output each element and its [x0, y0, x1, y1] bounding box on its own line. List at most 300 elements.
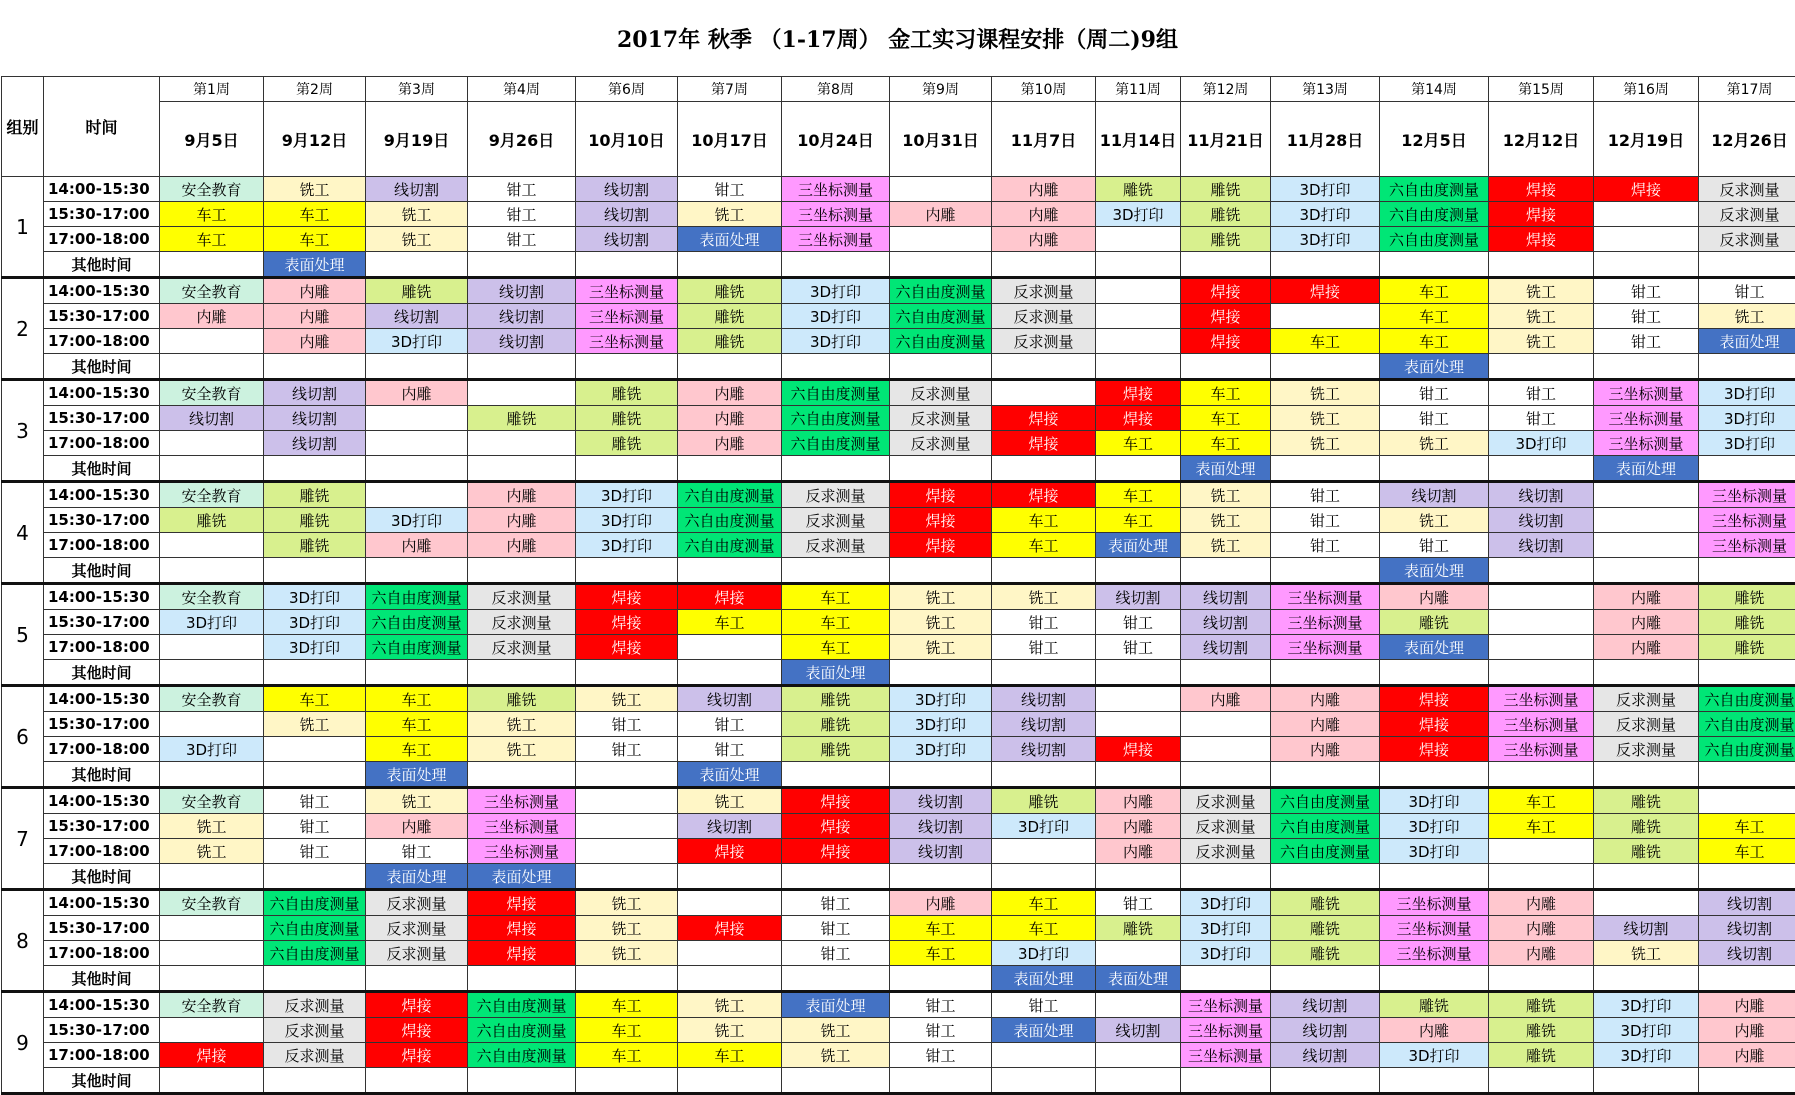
schedule-cell: 车工 — [264, 227, 366, 252]
schedule-cell: 铣工 — [1489, 304, 1594, 329]
schedule-cell — [1699, 966, 1795, 992]
schedule-cell: 内雕 — [1594, 610, 1699, 635]
schedule-cell: 雕铣 — [366, 278, 468, 304]
schedule-cell: 表面处理 — [992, 966, 1096, 992]
schedule-cell — [1699, 762, 1795, 788]
schedule-cell: 焊接 — [576, 584, 678, 610]
schedule-cell: 线切割 — [1489, 533, 1594, 558]
schedule-cell: 车工 — [1489, 788, 1594, 814]
schedule-cell: 雕铣 — [782, 686, 890, 712]
week-header: 第4周 — [468, 77, 576, 102]
week-header: 第13周 — [1271, 77, 1380, 102]
time-slot-label: 15:30-17:00 — [44, 916, 160, 941]
schedule-cell: 反求测量 — [1181, 788, 1271, 814]
schedule-cell: 3D打印 — [1380, 814, 1489, 839]
schedule-cell: 铣工 — [678, 992, 782, 1018]
schedule-cell: 三坐标测量 — [1271, 610, 1380, 635]
schedule-cell: 钳工 — [1489, 380, 1594, 406]
week-header: 第12周 — [1181, 77, 1271, 102]
schedule-cell — [1096, 712, 1181, 737]
schedule-cell: 表面处理 — [468, 864, 576, 890]
date-header: 9月5日 — [160, 102, 264, 177]
schedule-cell — [1181, 762, 1271, 788]
schedule-cell: 焊接 — [1181, 304, 1271, 329]
schedule-cell: 反求测量 — [264, 1018, 366, 1043]
schedule-cell — [1699, 354, 1795, 380]
schedule-cell: 铣工 — [264, 177, 366, 202]
time-slot-label: 其他时间 — [44, 558, 160, 584]
schedule-cell: 线切割 — [366, 177, 468, 202]
time-slot-label: 其他时间 — [44, 660, 160, 686]
schedule-cell: 车工 — [992, 916, 1096, 941]
schedule-cell: 内雕 — [1271, 737, 1380, 762]
table-row — [2, 712, 1795, 737]
schedule-cell — [160, 635, 264, 660]
schedule-cell: 雕铣 — [576, 431, 678, 456]
schedule-cell — [1489, 864, 1594, 890]
schedule-cell: 铣工 — [160, 839, 264, 864]
schedule-cell — [782, 252, 890, 278]
schedule-cell — [678, 966, 782, 992]
schedule-cell: 钳工 — [992, 610, 1096, 635]
schedule-cell: 三坐标测量 — [468, 839, 576, 864]
schedule-cell: 焊接 — [890, 508, 992, 533]
schedule-cell — [366, 431, 468, 456]
table-row — [2, 1043, 1795, 1068]
schedule-cell: 焊接 — [1489, 202, 1594, 227]
week-header: 第2周 — [264, 77, 366, 102]
table-row — [2, 660, 1795, 686]
table-row — [2, 533, 1795, 558]
schedule-cell — [160, 354, 264, 380]
schedule-cell — [890, 177, 992, 202]
date-header: 12月19日 — [1594, 102, 1699, 177]
schedule-cell: 车工 — [890, 941, 992, 966]
schedule-cell — [992, 456, 1096, 482]
schedule-cell — [782, 966, 890, 992]
schedule-cell — [576, 839, 678, 864]
schedule-cell: 铣工 — [366, 202, 468, 227]
schedule-cell: 车工 — [1699, 839, 1795, 864]
schedule-cell — [1380, 456, 1489, 482]
schedule-cell: 六自由度测量 — [1380, 177, 1489, 202]
schedule-cell: 雕铣 — [678, 329, 782, 354]
schedule-cell: 车工 — [366, 712, 468, 737]
schedule-cell — [1594, 890, 1699, 916]
schedule-cell: 焊接 — [1181, 329, 1271, 354]
schedule-cell — [1699, 456, 1795, 482]
time-slot-label: 17:00-18:00 — [44, 329, 160, 354]
schedule-cell: 车工 — [782, 610, 890, 635]
schedule-cell: 三坐标测量 — [1699, 508, 1795, 533]
schedule-cell — [1096, 329, 1181, 354]
schedule-cell: 雕铣 — [782, 712, 890, 737]
schedule-cell — [366, 456, 468, 482]
time-slot-label: 15:30-17:00 — [44, 712, 160, 737]
schedule-cell: 反求测量 — [1594, 686, 1699, 712]
schedule-cell: 焊接 — [1181, 278, 1271, 304]
time-slot-label: 17:00-18:00 — [44, 431, 160, 456]
schedule-cell — [1096, 456, 1181, 482]
schedule-cell: 内雕 — [1181, 686, 1271, 712]
schedule-cell — [1271, 762, 1380, 788]
schedule-cell: 内雕 — [1699, 992, 1795, 1018]
schedule-cell: 钳工 — [1380, 533, 1489, 558]
schedule-cell — [1380, 660, 1489, 686]
schedule-cell: 3D打印 — [264, 635, 366, 660]
schedule-cell — [576, 252, 678, 278]
schedule-cell: 表面处理 — [1699, 329, 1795, 354]
schedule-cell: 安全教育 — [160, 992, 264, 1018]
group-number: 9 — [2, 992, 44, 1094]
time-slot-label: 15:30-17:00 — [44, 814, 160, 839]
schedule-cell — [576, 966, 678, 992]
schedule-cell: 车工 — [576, 992, 678, 1018]
table-row — [2, 456, 1795, 482]
schedule-cell: 线切割 — [678, 686, 782, 712]
schedule-cell: 三坐标测量 — [1489, 686, 1594, 712]
schedule-cell — [678, 354, 782, 380]
schedule-cell — [678, 660, 782, 686]
date-header: 11月7日 — [992, 102, 1096, 177]
schedule-cell: 焊接 — [468, 916, 576, 941]
schedule-cell — [366, 660, 468, 686]
schedule-cell: 表面处理 — [782, 992, 890, 1018]
schedule-cell: 铣工 — [1181, 482, 1271, 508]
schedule-cell: 内雕 — [678, 431, 782, 456]
schedule-cell — [1096, 941, 1181, 966]
schedule-cell: 六自由度测量 — [890, 304, 992, 329]
schedule-cell: 雕铣 — [1699, 610, 1795, 635]
date-header: 9月19日 — [366, 102, 468, 177]
schedule-cell: 雕铣 — [264, 482, 366, 508]
schedule-cell — [576, 1068, 678, 1094]
schedule-cell — [1096, 278, 1181, 304]
date-header: 10月24日 — [782, 102, 890, 177]
schedule-cell: 铣工 — [782, 1018, 890, 1043]
schedule-cell: 六自由度测量 — [678, 533, 782, 558]
schedule-cell: 内雕 — [1594, 584, 1699, 610]
schedule-cell — [782, 762, 890, 788]
schedule-cell — [366, 482, 468, 508]
week-header: 第10周 — [992, 77, 1096, 102]
schedule-cell: 雕铣 — [1181, 202, 1271, 227]
schedule-cell: 3D打印 — [1699, 406, 1795, 431]
schedule-cell: 内雕 — [160, 304, 264, 329]
schedule-cell — [1096, 354, 1181, 380]
schedule-cell: 内雕 — [1271, 686, 1380, 712]
schedule-cell: 3D打印 — [1181, 890, 1271, 916]
schedule-cell: 钳工 — [678, 177, 782, 202]
schedule-cell — [264, 737, 366, 762]
schedule-cell: 3D打印 — [782, 329, 890, 354]
schedule-cell — [890, 660, 992, 686]
schedule-cell: 线切割 — [890, 788, 992, 814]
schedule-cell — [1594, 227, 1699, 252]
schedule-cell — [890, 966, 992, 992]
schedule-cell: 焊接 — [1380, 686, 1489, 712]
date-header: 12月12日 — [1489, 102, 1594, 177]
schedule-cell — [160, 864, 264, 890]
schedule-cell: 表面处理 — [1181, 456, 1271, 482]
schedule-cell: 钳工 — [1489, 406, 1594, 431]
time-slot-label: 14:00-15:30 — [44, 380, 160, 406]
schedule-cell — [1594, 533, 1699, 558]
time-slot-label: 14:00-15:30 — [44, 278, 160, 304]
schedule-cell — [678, 1068, 782, 1094]
schedule-cell — [1271, 864, 1380, 890]
schedule-cell — [1380, 762, 1489, 788]
schedule-cell: 铣工 — [1181, 533, 1271, 558]
schedule-cell: 3D打印 — [576, 533, 678, 558]
schedule-cell: 三坐标测量 — [1594, 431, 1699, 456]
schedule-cell: 反求测量 — [782, 508, 890, 533]
schedule-cell: 三坐标测量 — [1271, 584, 1380, 610]
schedule-cell — [1096, 227, 1181, 252]
schedule-cell — [1489, 558, 1594, 584]
schedule-cell: 车工 — [1181, 431, 1271, 456]
schedule-cell: 雕铣 — [264, 533, 366, 558]
schedule-cell: 车工 — [1380, 304, 1489, 329]
schedule-cell: 三坐标测量 — [576, 278, 678, 304]
schedule-cell — [1699, 660, 1795, 686]
schedule-cell: 焊接 — [678, 916, 782, 941]
schedule-cell — [992, 1043, 1096, 1068]
schedule-cell: 线切割 — [1380, 482, 1489, 508]
schedule-cell: 铣工 — [1181, 508, 1271, 533]
time-slot-label: 17:00-18:00 — [44, 635, 160, 660]
schedule-cell: 线切割 — [1699, 941, 1795, 966]
schedule-cell: 雕铣 — [678, 278, 782, 304]
schedule-cell: 车工 — [1181, 406, 1271, 431]
schedule-cell: 内雕 — [992, 177, 1096, 202]
schedule-cell: 内雕 — [468, 482, 576, 508]
schedule-cell: 反求测量 — [782, 533, 890, 558]
schedule-cell: 车工 — [264, 202, 366, 227]
schedule-cell — [1594, 202, 1699, 227]
schedule-cell: 钳工 — [1096, 635, 1181, 660]
schedule-cell: 雕铣 — [1271, 941, 1380, 966]
group-number: 2 — [2, 278, 44, 380]
time-slot-label: 其他时间 — [44, 762, 160, 788]
schedule-cell: 六自由度测量 — [366, 635, 468, 660]
schedule-cell — [160, 966, 264, 992]
schedule-cell: 三坐标测量 — [1181, 1043, 1271, 1068]
schedule-cell: 焊接 — [1380, 737, 1489, 762]
schedule-cell: 三坐标测量 — [1181, 992, 1271, 1018]
schedule-cell: 3D打印 — [160, 610, 264, 635]
schedule-cell — [992, 380, 1096, 406]
schedule-cell: 钳工 — [678, 737, 782, 762]
schedule-cell: 安全教育 — [160, 890, 264, 916]
schedule-cell: 钳工 — [366, 839, 468, 864]
schedule-cell: 表面处理 — [992, 1018, 1096, 1043]
schedule-cell: 内雕 — [1380, 1018, 1489, 1043]
schedule-cell: 内雕 — [1489, 916, 1594, 941]
schedule-cell — [576, 864, 678, 890]
schedule-cell — [1594, 508, 1699, 533]
schedule-cell — [160, 1068, 264, 1094]
table-row — [2, 304, 1795, 329]
schedule-cell: 车工 — [1096, 431, 1181, 456]
schedule-cell: 车工 — [1380, 329, 1489, 354]
schedule-cell: 雕铣 — [1380, 992, 1489, 1018]
schedule-cell: 三坐标测量 — [1380, 916, 1489, 941]
schedule-cell: 线切割 — [992, 712, 1096, 737]
schedule-cell: 内雕 — [1271, 712, 1380, 737]
date-header: 10月31日 — [890, 102, 992, 177]
schedule-cell: 表面处理 — [782, 660, 890, 686]
schedule-cell: 钳工 — [678, 712, 782, 737]
date-header: 10月10日 — [576, 102, 678, 177]
schedule-cell — [468, 456, 576, 482]
schedule-cell: 内雕 — [890, 890, 992, 916]
schedule-cell: 三坐标测量 — [1699, 482, 1795, 508]
schedule-cell: 雕铣 — [1489, 1018, 1594, 1043]
time-slot-label: 17:00-18:00 — [44, 941, 160, 966]
schedule-cell: 安全教育 — [160, 380, 264, 406]
schedule-cell: 表面处理 — [678, 762, 782, 788]
schedule-cell: 钳工 — [782, 916, 890, 941]
schedule-cell: 表面处理 — [366, 762, 468, 788]
schedule-cell: 雕铣 — [1181, 227, 1271, 252]
time-slot-label: 其他时间 — [44, 456, 160, 482]
group-number: 8 — [2, 890, 44, 992]
schedule-cell: 雕铣 — [1699, 635, 1795, 660]
schedule-cell: 雕铣 — [576, 380, 678, 406]
table-row — [2, 558, 1795, 584]
table-row — [2, 278, 1795, 304]
date-header: 12月5日 — [1380, 102, 1489, 177]
schedule-cell — [1489, 354, 1594, 380]
schedule-cell: 车工 — [992, 533, 1096, 558]
schedule-cell: 内雕 — [678, 406, 782, 431]
time-slot-label: 15:30-17:00 — [44, 406, 160, 431]
schedule-cell: 车工 — [1096, 482, 1181, 508]
schedule-cell: 六自由度测量 — [782, 431, 890, 456]
schedule-cell: 雕铣 — [1594, 788, 1699, 814]
schedule-cell — [160, 558, 264, 584]
schedule-cell: 车工 — [576, 1043, 678, 1068]
schedule-cell: 内雕 — [1096, 839, 1181, 864]
time-slot-label: 14:00-15:30 — [44, 686, 160, 712]
schedule-cell: 车工 — [1271, 329, 1380, 354]
schedule-cell: 铣工 — [366, 227, 468, 252]
schedule-cell: 雕铣 — [1594, 814, 1699, 839]
schedule-cell — [1271, 966, 1380, 992]
schedule-cell: 六自由度测量 — [1380, 202, 1489, 227]
schedule-cell: 六自由度测量 — [366, 584, 468, 610]
schedule-cell: 表面处理 — [1096, 533, 1181, 558]
table-row — [2, 431, 1795, 456]
schedule-cell — [1181, 864, 1271, 890]
schedule-cell: 焊接 — [576, 635, 678, 660]
schedule-cell: 铣工 — [1271, 431, 1380, 456]
schedule-cell — [468, 762, 576, 788]
week-header: 第6周 — [576, 77, 678, 102]
schedule-cell — [1181, 660, 1271, 686]
schedule-cell: 内雕 — [366, 814, 468, 839]
schedule-cell: 铣工 — [264, 712, 366, 737]
schedule-cell: 焊接 — [992, 406, 1096, 431]
schedule-cell: 焊接 — [992, 482, 1096, 508]
schedule-cell — [1096, 252, 1181, 278]
schedule-cell: 车工 — [366, 737, 468, 762]
schedule-cell: 焊接 — [576, 610, 678, 635]
schedule-cell: 焊接 — [992, 431, 1096, 456]
schedule-cell: 铣工 — [1594, 941, 1699, 966]
table-row — [2, 406, 1795, 431]
schedule-cell: 3D打印 — [1096, 202, 1181, 227]
schedule-cell — [1380, 1068, 1489, 1094]
time-slot-label: 17:00-18:00 — [44, 737, 160, 762]
schedule-cell — [160, 329, 264, 354]
time-slot-label: 14:00-15:30 — [44, 890, 160, 916]
schedule-cell — [366, 558, 468, 584]
schedule-cell: 车工 — [264, 686, 366, 712]
schedule-cell — [992, 660, 1096, 686]
schedule-cell: 反求测量 — [782, 482, 890, 508]
schedule-cell: 反求测量 — [1699, 177, 1795, 202]
schedule-cell — [468, 966, 576, 992]
schedule-cell: 焊接 — [1594, 177, 1699, 202]
schedule-cell — [1380, 252, 1489, 278]
week-header: 第14周 — [1380, 77, 1489, 102]
schedule-cell — [890, 762, 992, 788]
schedule-cell: 钳工 — [1594, 278, 1699, 304]
schedule-cell: 车工 — [992, 890, 1096, 916]
schedule-cell: 线切割 — [1096, 584, 1181, 610]
schedule-cell: 车工 — [1096, 508, 1181, 533]
schedule-cell: 钳工 — [890, 992, 992, 1018]
schedule-cell: 线切割 — [468, 329, 576, 354]
schedule-cell: 表面处理 — [264, 252, 366, 278]
schedule-cell: 反求测量 — [1594, 712, 1699, 737]
table-row — [2, 788, 1795, 814]
time-slot-label: 15:30-17:00 — [44, 1018, 160, 1043]
schedule-cell: 六自由度测量 — [468, 1018, 576, 1043]
schedule-cell — [1096, 558, 1181, 584]
schedule-cell: 钳工 — [1699, 278, 1795, 304]
schedule-cell: 钳工 — [468, 202, 576, 227]
schedule-cell: 焊接 — [160, 1043, 264, 1068]
table-row — [2, 992, 1795, 1018]
schedule-cell — [890, 456, 992, 482]
schedule-cell: 焊接 — [366, 992, 468, 1018]
schedule-cell: 焊接 — [782, 814, 890, 839]
schedule-cell: 反求测量 — [1699, 202, 1795, 227]
schedule-cell: 3D打印 — [1489, 431, 1594, 456]
schedule-cell — [1594, 966, 1699, 992]
table-row — [2, 380, 1795, 406]
schedule-cell: 表面处理 — [678, 227, 782, 252]
schedule-cell — [890, 864, 992, 890]
schedule-cell: 雕铣 — [468, 406, 576, 431]
schedule-cell: 三坐标测量 — [1489, 712, 1594, 737]
schedule-cell: 反求测量 — [468, 584, 576, 610]
schedule-cell: 安全教育 — [160, 482, 264, 508]
schedule-cell: 焊接 — [890, 482, 992, 508]
schedule-cell: 雕铣 — [992, 788, 1096, 814]
time-slot-label: 14:00-15:30 — [44, 788, 160, 814]
schedule-cell: 线切割 — [264, 431, 366, 456]
week-header: 第17周 — [1699, 77, 1795, 102]
schedule-cell: 三坐标测量 — [1594, 380, 1699, 406]
schedule-cell: 3D打印 — [366, 508, 468, 533]
schedule-cell: 雕铣 — [264, 508, 366, 533]
time-header: 时间 — [44, 77, 160, 177]
schedule-cell: 三坐标测量 — [1271, 635, 1380, 660]
